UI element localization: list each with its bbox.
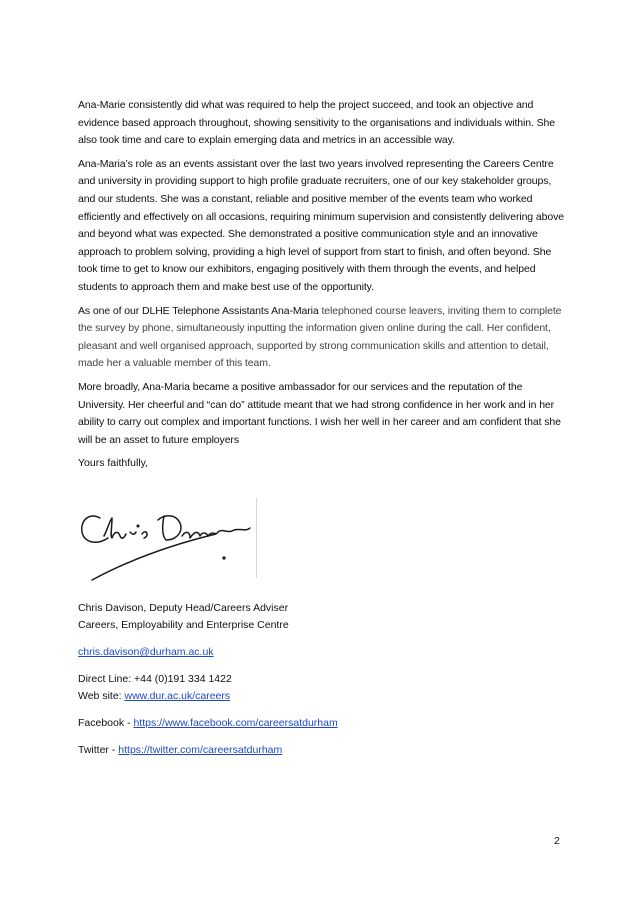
page-number: 2 — [554, 835, 560, 847]
dlhe-lead: As one of our DLHE Telephone Assistants Ana-Maria — [78, 304, 322, 317]
paragraph-ambassador: More broadly, Ana-Maria became a positive ambassador for our services and the reputation of the University. Her cheerful and “can do” attitude meant that we had strong confidence in her work and in her ability to carry out complex and important functions. I wish her well in her career and am confident that she will be an asset to future employers — [78, 380, 561, 446]
paragraph-project: Ana-Marie consistently did what was required to help the project succeed, and took an objective and evidence based approach throughout, showing sensitivity to the organisations and individuals within. She also took time and care to explain emerging data and metrics in an accessible way. — [78, 99, 555, 147]
signatory-department: Careers, Employability and Enterprise Centre — [78, 619, 289, 631]
signature-image — [78, 496, 260, 586]
website-label: Web site: — [78, 690, 125, 702]
dlhe-rest: telephoned course leavers, inviting them to complete the survey by phone, simultaneously inputting the information given online during the call. Her confident, pleasant and well organised approach, supported by strong communication skills and attention to detail, made her a valuable member of this team. — [78, 304, 562, 370]
facebook-link[interactable]: https://www.facebook.com/careersatdurham — [133, 717, 338, 729]
facebook-label: Facebook - — [78, 717, 134, 729]
website-link[interactable]: www.dur.ac.uk/careers — [124, 690, 231, 702]
twitter-label: Twitter - — [78, 744, 119, 756]
letter-body — [78, 97, 566, 473]
paragraph-dlhe — [78, 303, 566, 373]
contact-block — [78, 600, 566, 759]
signatory-name-title: Chris Davison, Deputy Head/Careers Adviser — [78, 602, 289, 614]
closing-line: Yours faithfully, — [78, 457, 149, 470]
signature-border — [256, 498, 257, 578]
email-link[interactable]: chris.davison@durham.ac.uk — [78, 646, 214, 658]
twitter-link[interactable]: https://twitter.com/careersatdurham — [118, 744, 283, 756]
direct-line: Direct Line: +44 (0)191 334 1422 — [78, 673, 232, 685]
paragraph-events: Ana-Maria’s role as an events assistant over the last two years involved representing the Careers Centre and university in providing support to high profile graduate recruiters, one of our key stakeholder groups, and our students. She was a constant, reliable and positive member of the events team who worked efficiently and effectively on all occasions, requiring minimum supervision and consistently delivering above and beyond what was expected. She demonstrated a positive communication style and an innovative approach to problem solving, providing a high level of support from start to finish, and often beyond. She took time to get to know our exhibitors, engaging positively with them through the events, and helped students to approach them and make best use of the opportunity. — [78, 157, 564, 293]
